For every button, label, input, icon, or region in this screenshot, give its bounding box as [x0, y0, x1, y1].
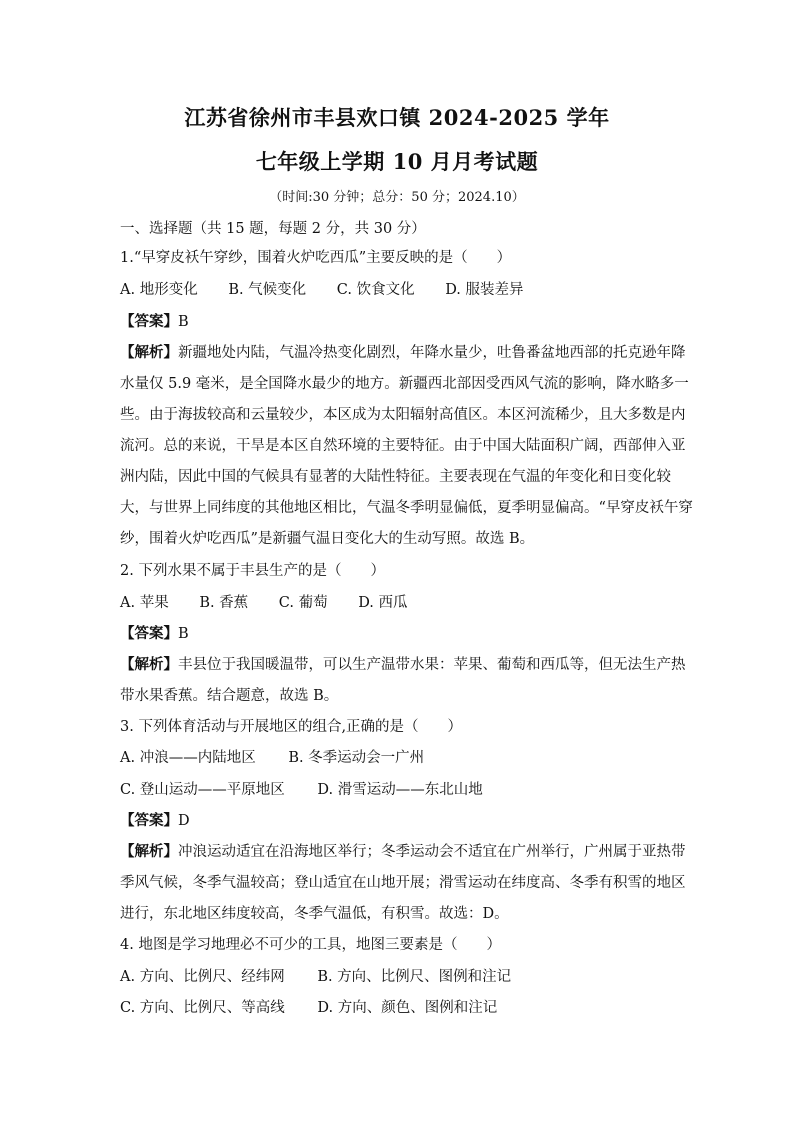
option-d: D. 滑雪运动——东北山地 — [317, 782, 483, 798]
question-1-analysis-line: 些。由于海拔较高和云量较少，本区成为太阳辐射高值区。本区河流稀少，且大多数是内 — [120, 407, 686, 423]
question-2-analysis-line: 带水果香蕉。结合题意，故选 B。 — [120, 688, 339, 704]
option-b: B. 香蕉 — [199, 595, 249, 611]
option-d: D. 方向、颜色、图例和注记 — [317, 1000, 498, 1016]
document-title-line1: 江苏省徐州市丰县欢口镇 2024-2025 学年 — [184, 105, 610, 130]
question-4-stem: 4. 地图是学习地理必不可少的工具，地图三要素是（ ） — [120, 937, 501, 953]
option-a: A. 苹果 — [120, 595, 169, 611]
option-d: D. 服装差异 — [445, 282, 524, 298]
option-a: A. 方向、比例尺、经纬网 — [120, 969, 285, 985]
option-b: B. 冬季运动会一广州 — [288, 750, 425, 766]
option-b: B. 方向、比例尺、图例和注记 — [317, 969, 512, 985]
question-3-options-row1 — [120, 748, 680, 768]
answer-value: D — [178, 813, 190, 829]
question-1-options — [120, 280, 680, 300]
analysis-label: 【解析】 — [120, 843, 178, 860]
question-1-analysis-line: 大，与世界上同纬度的其他地区相比，气温冬季明显偏低，夏季明显偏高。“早穿皮袄午穿 — [120, 500, 693, 516]
document-title-line2: 七年级上学期 10 月月考试题 — [255, 149, 539, 174]
analysis-label: 【解析】 — [120, 344, 178, 361]
answer-label: 【答案】 — [120, 313, 178, 330]
option-a: A. 地形变化 — [120, 282, 198, 298]
question-1-analysis-line: 【解析】新疆地处内陆，气温冷热变化剧烈，年降水量少，吐鲁番盆地西部的托克逊年降 — [120, 344, 686, 361]
question-3-options-row2 — [120, 780, 680, 800]
question-1-stem: 1.“早穿皮袄午穿纱，围着火炉吃西瓜”主要反映的是（ ） — [120, 250, 512, 266]
analysis-label: 【解析】 — [120, 656, 178, 673]
option-c: C. 登山运动——平原地区 — [120, 782, 285, 798]
question-1-analysis-line: 流河。总的来说，干旱是本区自然环境的主要特征。由于中国大陆面积广阔，西部伸入亚 — [120, 438, 686, 454]
option-c: C. 方向、比例尺、等高线 — [120, 1000, 285, 1016]
question-1-analysis-line: 水量仅 5.9 毫米，是全国降水最少的地方。新疆西北部因受西风气流的影响，降水略多一 — [120, 376, 689, 392]
question-2-options — [120, 593, 680, 613]
section-heading: 一、选择题（共 15 题，每题 2 分，共 30 分） — [120, 221, 426, 237]
question-2-analysis-line: 【解析】丰县位于我国暖温带，可以生产温带水果：苹果、葡萄和西瓜等，但无法生产热 — [120, 656, 686, 673]
question-4-options-row1 — [120, 967, 680, 987]
question-2-answer — [120, 624, 680, 644]
question-1-analysis-line: 纱，围着火炉吃西瓜”是新疆气温日变化大的生动写照。故选 B。 — [120, 531, 535, 547]
answer-value: B — [178, 314, 189, 330]
question-1-answer — [120, 312, 680, 332]
option-a: A. 冲浪——内陆地区 — [120, 750, 256, 766]
question-3-answer — [120, 811, 680, 831]
exam-meta: （时间:30 分钟；总分：50 分；2024.10） — [269, 190, 525, 205]
answer-label: 【答案】 — [120, 812, 178, 829]
answer-label: 【答案】 — [120, 625, 178, 642]
question-2-stem: 2. 下列水果不属于丰县生产的是（ ） — [120, 563, 385, 579]
option-d: D. 西瓜 — [358, 595, 408, 611]
question-3-stem: 3. 下列体育活动与开展地区的组合,正确的是（ ） — [120, 719, 463, 735]
question-3-analysis-line: 【解析】冲浪运动适宜在沿海地区举行；冬季运动会不适宜在广州举行，广州属于亚热带 — [120, 843, 686, 860]
question-3-analysis-line: 季风气候，冬季气温较高；登山适宜在山地开展；滑雪运动在纬度高、冬季有积雪的地区 — [120, 875, 686, 891]
question-1-analysis-line: 洲内陆，因此中国的气候具有显著的大陆性特征。主要表现在气温的年变化和日变化较 — [120, 469, 671, 485]
option-c: C. 葡萄 — [278, 595, 328, 611]
option-b: B. 气候变化 — [228, 282, 307, 298]
question-4-options-row2 — [120, 998, 680, 1018]
option-c: C. 饮食文化 — [336, 282, 415, 298]
question-3-analysis-line: 进行，东北地区纬度较高，冬季气温低，有积雪。故选：D。 — [120, 906, 509, 922]
answer-value: B — [178, 626, 189, 642]
